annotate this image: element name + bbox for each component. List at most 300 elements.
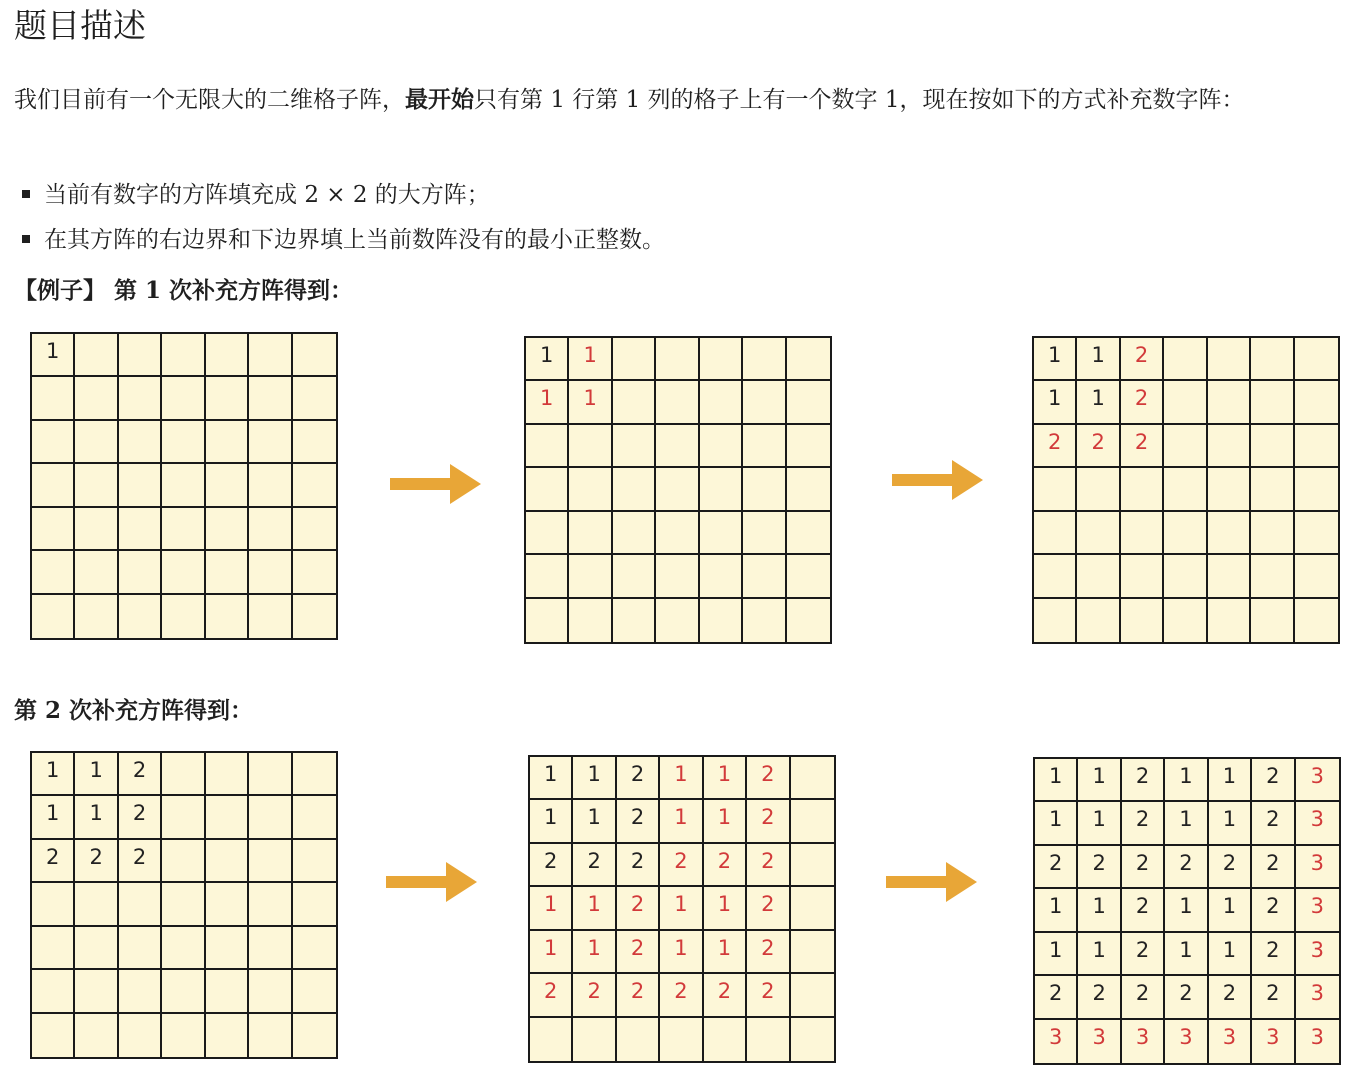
grid-cell: 2 <box>1035 976 1078 1019</box>
grid-cell <box>1121 599 1164 642</box>
grid-cell <box>791 1018 834 1061</box>
intro-text-5: ，现在按如下的方式补充数字阵： <box>899 87 1245 113</box>
grid-cell: 2 <box>617 887 660 930</box>
grid-cell <box>249 595 292 638</box>
grid-cell <box>119 377 162 420</box>
grid-cell <box>119 595 162 638</box>
grid-step1-after <box>1032 336 1340 644</box>
intro-number-col: 1 <box>625 87 641 113</box>
grid-cell <box>75 1014 118 1057</box>
grid-cell: 3 <box>1209 1020 1252 1063</box>
grid-cell <box>791 800 834 843</box>
grid-cell: 1 <box>704 887 747 930</box>
grid-cell <box>791 844 834 887</box>
grid-cell: 2 <box>1122 976 1165 1019</box>
intro-bold: 最开始 <box>405 87 474 113</box>
grid-cell: 2 <box>75 840 118 883</box>
grid-cell <box>1077 555 1120 598</box>
grid-cell <box>787 512 830 555</box>
grid-cell: 2 <box>1252 976 1295 1019</box>
grid-cell <box>530 1018 573 1061</box>
grid-step2-middle <box>528 755 836 1063</box>
grid-cell <box>206 421 249 464</box>
grid-cell <box>1077 599 1120 642</box>
grid-cell: 3 <box>1078 1020 1121 1063</box>
grid-cell <box>526 555 569 598</box>
grid-cell <box>656 338 699 381</box>
grid-cell <box>569 425 612 468</box>
grid-cell: 2 <box>747 974 790 1017</box>
grid-cell <box>119 421 162 464</box>
grid-cell <box>206 883 249 926</box>
grid-cell: 1 <box>1034 381 1077 424</box>
grid-cell <box>1164 381 1207 424</box>
intro-number-value: 1 <box>884 87 900 113</box>
example-heading <box>14 274 353 308</box>
grid-cell <box>1164 555 1207 598</box>
grid-cell <box>1077 512 1120 555</box>
grid-cell <box>1208 468 1251 511</box>
grid-cell <box>1208 512 1251 555</box>
grid-cell <box>656 599 699 642</box>
grid-cell <box>206 796 249 839</box>
grid-cell <box>613 425 656 468</box>
grid-cell <box>1251 555 1294 598</box>
grid-cell <box>162 883 205 926</box>
grid-cell <box>119 883 162 926</box>
grid-cell <box>249 927 292 970</box>
grid-cell: 1 <box>704 931 747 974</box>
grid-cell: 1 <box>1078 889 1121 932</box>
grid-cell <box>249 551 292 594</box>
grid-cell: 2 <box>747 844 790 887</box>
grid-cell <box>32 508 75 551</box>
grid-cell: 2 <box>573 844 616 887</box>
grid-cell <box>293 508 336 551</box>
grid-cell: 3 <box>1165 1020 1208 1063</box>
grid-cell <box>75 421 118 464</box>
grid-cell: 1 <box>704 800 747 843</box>
grid-cell: 1 <box>75 796 118 839</box>
grid-cell <box>1034 599 1077 642</box>
grid-cell <box>1251 381 1294 424</box>
page-title: 题目描述 <box>14 6 146 45</box>
bullet-dot-icon <box>22 235 30 243</box>
grid-cell <box>787 555 830 598</box>
grid-cell <box>787 425 830 468</box>
grid-cell <box>1208 425 1251 468</box>
grid-cell: 2 <box>660 844 703 887</box>
grid-cell <box>569 555 612 598</box>
grid-cell: 1 <box>1035 802 1078 845</box>
grid-cell: 1 <box>660 757 703 800</box>
grid-cell: 2 <box>1165 976 1208 1019</box>
grid-cell <box>75 927 118 970</box>
grid-cell: 3 <box>1296 802 1339 845</box>
intro-paragraph <box>14 78 1334 122</box>
grid-cell: 1 <box>1034 338 1077 381</box>
grid-cell: 2 <box>617 757 660 800</box>
grid-cell <box>791 757 834 800</box>
grid-cell: 2 <box>1121 425 1164 468</box>
second-heading-number: 2 <box>45 697 62 724</box>
grid-cell: 2 <box>1078 976 1121 1019</box>
grid-cell: 1 <box>704 757 747 800</box>
grid-cell <box>293 464 336 507</box>
grid-cell <box>656 425 699 468</box>
grid-cell <box>1295 338 1338 381</box>
grid-cell: 1 <box>526 381 569 424</box>
grid-cell <box>249 840 292 883</box>
grid-cell <box>613 555 656 598</box>
grid-cell <box>293 377 336 420</box>
grid-cell <box>119 464 162 507</box>
grid-cell <box>1034 555 1077 598</box>
grid-cell <box>293 927 336 970</box>
grid-cell <box>1295 599 1338 642</box>
grid-cell <box>32 883 75 926</box>
grid-cell: 1 <box>530 757 573 800</box>
bullet-1-text-b: 的大方阵； <box>367 182 490 208</box>
grid-cell <box>613 338 656 381</box>
grid-cell: 2 <box>1252 802 1295 845</box>
grid-cell <box>1034 512 1077 555</box>
grid-cell: 2 <box>1252 846 1295 889</box>
grid-cell <box>249 377 292 420</box>
grid-cell <box>1121 468 1164 511</box>
grid-cell <box>75 883 118 926</box>
grid-cell <box>75 595 118 638</box>
grid-cell: 2 <box>119 840 162 883</box>
grid-cell: 1 <box>1165 889 1208 932</box>
grid-cell <box>162 753 205 796</box>
arrow-right-icon <box>384 860 479 904</box>
grid-cell: 1 <box>1209 759 1252 802</box>
grid-cell: 2 <box>1252 759 1295 802</box>
grid-step1-before <box>30 332 338 640</box>
grid-cell <box>249 970 292 1013</box>
grid-cell: 1 <box>573 800 616 843</box>
grid-cell <box>206 508 249 551</box>
grid-cell <box>1121 512 1164 555</box>
grid-cell <box>1251 512 1294 555</box>
grid-cell <box>32 970 75 1013</box>
grid-cell: 2 <box>530 974 573 1017</box>
grid-cell: 2 <box>1035 846 1078 889</box>
grid-cell <box>1251 338 1294 381</box>
grid-cell <box>162 1014 205 1057</box>
grid-cell <box>162 595 205 638</box>
grid-cell: 1 <box>1077 381 1120 424</box>
grid-cell <box>1251 468 1294 511</box>
grid-cell <box>791 931 834 974</box>
grid-cell <box>206 377 249 420</box>
grid-cell <box>206 595 249 638</box>
grid-cell: 2 <box>1252 889 1295 932</box>
grid-cell <box>526 599 569 642</box>
grid-cell <box>787 338 830 381</box>
second-heading <box>14 694 253 728</box>
grid-cell <box>656 512 699 555</box>
grid-cell <box>617 1018 660 1061</box>
grid-cell: 2 <box>1122 802 1165 845</box>
grid-cell <box>119 970 162 1013</box>
grid-cell <box>700 468 743 511</box>
intro-number-row: 1 <box>550 87 565 113</box>
grid-cell <box>249 464 292 507</box>
grid-cell: 1 <box>569 338 612 381</box>
grid-cell <box>119 334 162 377</box>
grid-cell: 2 <box>747 757 790 800</box>
grid-cell <box>75 508 118 551</box>
grid-cell <box>1208 338 1251 381</box>
grid-cell <box>32 595 75 638</box>
grid-cell <box>119 551 162 594</box>
grid-cell: 2 <box>704 844 747 887</box>
grid-cell <box>1295 555 1338 598</box>
grid-cell: 2 <box>1122 933 1165 976</box>
grid-cell <box>1164 338 1207 381</box>
grid-cell: 1 <box>573 887 616 930</box>
grid-cell <box>249 796 292 839</box>
grid-cell <box>791 887 834 930</box>
grid-cell <box>1164 425 1207 468</box>
grid-cell: 1 <box>530 887 573 930</box>
grid-step1-middle <box>524 336 832 644</box>
grid-cell: 2 <box>1252 933 1295 976</box>
grid-cell: 1 <box>75 753 118 796</box>
second-heading-b: 次补充方阵得到： <box>61 698 254 724</box>
grid-cell <box>75 551 118 594</box>
grid-cell <box>293 334 336 377</box>
grid-cell <box>700 555 743 598</box>
grid-cell <box>613 468 656 511</box>
grid-cell: 1 <box>530 931 573 974</box>
arrow-right-icon <box>890 458 985 502</box>
grid-cell <box>1251 599 1294 642</box>
grid-cell <box>1295 381 1338 424</box>
grid-cell: 3 <box>1296 889 1339 932</box>
grid-cell <box>162 840 205 883</box>
grid-cell: 2 <box>119 796 162 839</box>
grid-cell: 2 <box>1165 846 1208 889</box>
arrow-right-icon <box>884 860 979 904</box>
grid-cell: 2 <box>1122 846 1165 889</box>
grid-cell: 2 <box>1121 338 1164 381</box>
grid-cell <box>293 796 336 839</box>
grid-cell: 1 <box>526 338 569 381</box>
grid-cell: 1 <box>1035 759 1078 802</box>
grid-cell <box>32 927 75 970</box>
grid-cell <box>613 512 656 555</box>
grid-cell <box>162 508 205 551</box>
grid-cell: 1 <box>1209 933 1252 976</box>
grid-cell <box>700 381 743 424</box>
grid-cell <box>1208 555 1251 598</box>
grid-cell: 2 <box>1121 381 1164 424</box>
grid-cell: 3 <box>1296 933 1339 976</box>
grid-cell: 1 <box>660 931 703 974</box>
grid-cell <box>1077 468 1120 511</box>
grid-cell: 3 <box>1310 1024 1324 1049</box>
grid-cell <box>613 599 656 642</box>
grid-cell <box>660 1018 703 1061</box>
grid-cell: 2 <box>747 887 790 930</box>
grid-cell: 2 <box>573 974 616 1017</box>
grid-cell <box>249 1014 292 1057</box>
grid-cell <box>743 512 786 555</box>
grid-cell <box>656 468 699 511</box>
grid-cell <box>162 421 205 464</box>
grid-cell <box>206 927 249 970</box>
grid-cell: 2 <box>660 974 703 1017</box>
grid-cell: 1 <box>660 800 703 843</box>
grid-cell <box>75 334 118 377</box>
grid-cell <box>569 468 612 511</box>
grid-cell <box>787 468 830 511</box>
grid-cell <box>1164 512 1207 555</box>
grid-cell <box>1208 599 1251 642</box>
bullet-item-1 <box>22 178 490 212</box>
grid-cell <box>743 425 786 468</box>
bullet-1-text-a: 当前有数字的方阵填充成 <box>44 182 305 208</box>
grid-cell <box>743 381 786 424</box>
grid-cell <box>162 551 205 594</box>
grid-cell: 1 <box>1165 933 1208 976</box>
grid-cell <box>747 1018 790 1061</box>
grid-cell <box>700 512 743 555</box>
grid-cell <box>249 753 292 796</box>
grid-cell: 2 <box>119 753 162 796</box>
example-heading-a: 【例子】 第 <box>14 278 146 304</box>
grid-cell: 1 <box>1209 802 1252 845</box>
grid-cell <box>75 377 118 420</box>
grid-cell: 1 <box>1078 759 1121 802</box>
grid-cell: 1 <box>1165 759 1208 802</box>
grid-step2-after <box>1033 757 1341 1065</box>
grid-cell <box>293 551 336 594</box>
grid-cell: 3 <box>1122 1020 1165 1063</box>
grid-cell <box>1164 599 1207 642</box>
grid-cell: 2 <box>1209 846 1252 889</box>
bullet-dot-icon <box>22 190 30 198</box>
grid-cell: 1 <box>1035 889 1078 932</box>
bullet-1-math: 2 × 2 <box>304 182 368 208</box>
grid-cell <box>293 840 336 883</box>
grid-cell <box>1295 425 1338 468</box>
grid-cell <box>743 599 786 642</box>
grid-cell <box>119 1014 162 1057</box>
grid-cell <box>162 970 205 1013</box>
grid-cell: 1 <box>1165 802 1208 845</box>
grid-cell <box>32 464 75 507</box>
grid-cell <box>1164 468 1207 511</box>
grid-cell: 1 <box>573 757 616 800</box>
grid-cell <box>700 338 743 381</box>
grid-cell <box>75 970 118 1013</box>
grid-cell <box>206 1014 249 1057</box>
grid-cell: 2 <box>617 800 660 843</box>
grid-cell <box>743 338 786 381</box>
grid-cell: 2 <box>1078 846 1121 889</box>
grid-cell: 2 <box>530 844 573 887</box>
bullet-item-2 <box>22 223 665 257</box>
grid-cell: 1 <box>660 887 703 930</box>
grid-cell: 1 <box>32 334 75 377</box>
grid-cell: 2 <box>1034 425 1077 468</box>
grid-cell <box>1251 425 1294 468</box>
grid-cell <box>656 381 699 424</box>
grid-cell: 1 <box>32 753 75 796</box>
grid-cell <box>162 334 205 377</box>
grid-cell <box>162 464 205 507</box>
grid-cell <box>1121 555 1164 598</box>
grid-cell <box>1295 468 1338 511</box>
grid-cell: 1 <box>1077 338 1120 381</box>
grid-cell: 2 <box>32 840 75 883</box>
grid-cell <box>656 555 699 598</box>
grid-cell: 2 <box>617 974 660 1017</box>
grid-cell <box>32 377 75 420</box>
grid-cell: 3 <box>1296 976 1339 1019</box>
grid-cell <box>787 599 830 642</box>
grid-cell: 2 <box>704 974 747 1017</box>
grid-cell <box>206 464 249 507</box>
grid-cell <box>700 425 743 468</box>
grid-cell <box>704 1018 747 1061</box>
grid-cell <box>613 381 656 424</box>
grid-cell: 1 <box>573 931 616 974</box>
intro-text-1: 我们目前有一个无限大的二维格子阵， <box>14 87 405 113</box>
grid-cell <box>293 1014 336 1057</box>
grid-cell <box>249 421 292 464</box>
grid-cell <box>162 377 205 420</box>
grid-cell <box>249 334 292 377</box>
example-heading-b: 次补充方阵得到： <box>161 278 354 304</box>
grid-cell <box>526 468 569 511</box>
arrow-right-icon <box>388 462 483 506</box>
intro-text-2: 只有第 <box>474 87 551 113</box>
grid-cell: 1 <box>1078 802 1121 845</box>
bullet-2-text: 在其方阵的右边界和下边界填上当前数阵没有的最小正整数。 <box>44 227 665 253</box>
grid-cell: 2 <box>1077 425 1120 468</box>
grid-cell <box>1208 381 1251 424</box>
grid-cell: 1 <box>569 381 612 424</box>
grid-cell <box>293 421 336 464</box>
grid-cell <box>249 508 292 551</box>
grid-cell: 1 <box>1035 933 1078 976</box>
grid-cell: 3 <box>1296 846 1339 889</box>
grid-cell: 2 <box>1122 759 1165 802</box>
intro-text-3: 行第 <box>564 87 626 113</box>
grid-cell <box>32 421 75 464</box>
grid-cell <box>293 970 336 1013</box>
grid-cell <box>743 468 786 511</box>
grid-cell <box>573 1018 616 1061</box>
grid-cell <box>206 334 249 377</box>
grid-cell <box>206 753 249 796</box>
grid-cell: 2 <box>747 800 790 843</box>
grid-cell <box>293 595 336 638</box>
grid-cell: 2 <box>617 844 660 887</box>
grid-cell <box>569 512 612 555</box>
grid-cell <box>32 551 75 594</box>
grid-cell <box>119 927 162 970</box>
grid-cell: 2 <box>1209 976 1252 1019</box>
grid-cell <box>743 555 786 598</box>
grid-cell <box>206 970 249 1013</box>
grid-cell: 2 <box>617 931 660 974</box>
